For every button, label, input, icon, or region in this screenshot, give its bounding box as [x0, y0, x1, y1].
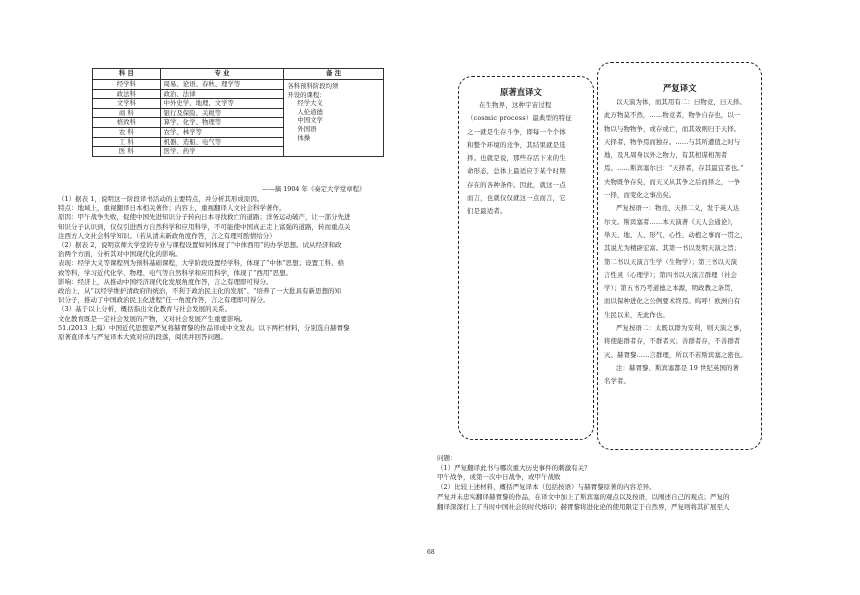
subject-cell: 格致科: [93, 118, 161, 128]
literal-translation-title: 原著直译文: [500, 87, 542, 97]
paragraph: （2）据表 2，说明京师大学堂的专业与课程设置如何体现了“中体西用”的办学思想。试从经济和政: [58, 241, 342, 250]
answer-block: [58, 195, 420, 342]
question-line: （2）比较上述材料，概括严复译本（包括按语）与赫胥黎原著的内容差异。: [437, 483, 656, 492]
text-line: 严复按语二：太既以群为安利，则天演之事，: [616, 324, 746, 333]
curriculum-table: [92, 68, 384, 157]
note-line: 各科预科阶段均须: [287, 82, 339, 90]
text-line: 名学者。: [604, 377, 630, 386]
table-header: 备 注: [284, 69, 384, 80]
text-line: 以天演为体，而其用有二：曰物竞，曰天择。: [616, 98, 746, 106]
paragraph: 特点：地域上，重视翻译日本相关著作；内容上，重视翻译人文社会科学著作。: [58, 204, 286, 213]
text-line: 尔文。斯宾塞者……本天演著《天人会通论》，: [604, 217, 738, 226]
note-line: 中国文学: [297, 116, 323, 125]
paragraph: 注西方人文社会科学知识。（若从清末新政角度作答，言之有理可酌情给分）: [58, 231, 276, 240]
literal-translation-text: [467, 99, 572, 219]
paragraph: （1）据表 1，说明这一阶段译书活动的主要特点，并分析其形成原因。: [58, 195, 264, 203]
text-line: 其说尤为精辟宏富。其第一书以发明天演之旨；: [604, 244, 741, 253]
major-cell: 银行及保险、关税等: [160, 108, 284, 118]
text-line: 和整个环境的竞争，其结果就是选: [467, 140, 566, 149]
subject-cell: 政法科: [93, 89, 161, 99]
table-header: 专 业: [160, 69, 284, 80]
note-line: 经学大义: [297, 99, 323, 108]
note-line: 人伦道德: [297, 107, 323, 116]
text-line: 存在的各种条件。因此，就这一点: [467, 180, 566, 189]
text-line: 们是最适者。: [467, 207, 507, 216]
text-line: 灭。赫胥黎……言群理，所以不若斯宾塞之密也。: [604, 350, 747, 359]
text-line: 在生物界，这种宇宙过程: [479, 101, 552, 109]
text-line: 严复按语一：物竞、天择二义，发于英人达: [616, 204, 740, 213]
text-line: 而言，也就仅仅就这一点而言，它: [467, 194, 566, 203]
note-line: 开设的课程：: [287, 90, 326, 99]
text-line: 择。也就是说，那些存活下来的生: [467, 154, 566, 163]
subject-cell: 医 科: [93, 147, 161, 157]
text-line: （cosmic process）最典型的特征: [467, 114, 572, 123]
text-line: 而以保种进化之公例要术终焉。呜呼！欧洲自有: [604, 297, 741, 306]
text-line: 天择者，物争焉而独存。……与其所遭值之时与: [604, 137, 741, 146]
paragraph: 影响：经济上，从推动中国经济现代化发展角度作答，言之有理即可得分。: [58, 277, 273, 286]
major-cell: 机器、造船、电气等: [160, 137, 284, 147]
text-line: 地，及凡周身以外之物力，有其相谋相剂者: [604, 151, 728, 160]
major-cell: 农学、林学等: [160, 127, 284, 137]
paragraph: 文化教育既是一定社会发展的产物，又对社会发展产生重要影响。: [58, 314, 247, 323]
paragraph: 51.(2013 上海）中国近代思想家严复将赫胥黎的作品译成中文发表。以下两栏材料，分别选自赫胥黎: [58, 323, 350, 332]
paragraph: （3）基于以上分析，概括指出文化教育与社会发展的关系。: [58, 305, 232, 314]
major-cell: 周易、论语、春秋、理学等: [160, 80, 284, 90]
text-line: 一择，而变化之事出矣。: [604, 191, 676, 200]
subject-cell: 农 科: [93, 127, 161, 137]
text-line: 学）；第五书乃考道德之本源，明政教之条贯，: [604, 284, 738, 293]
table-row: [93, 80, 384, 90]
major-cell: 中外史学、地理、文学等: [160, 99, 284, 109]
subject-cell: 经学科: [93, 80, 161, 90]
text-line: 将使能群者存，不群者灭；善群者存，不善群者: [604, 337, 741, 346]
paragraph: 治两个方面，分析其对中国现代化的影响。: [58, 250, 182, 259]
text-line: 第二书以天演言生学（生物学）；第三书以天演: [604, 257, 738, 266]
subject-cell: 文学科: [93, 99, 161, 109]
question-line: 严复并未忠实翻译赫胥黎的作品，在译文中加上了斯宾塞的观点以及按语，以阐述自己的观点；严复的: [437, 492, 730, 501]
question-line: 翻译深深打上了当时中国社会的时代烙印；赫胥黎将进化论的使用限定于自然界，严复则将其扩展至人: [437, 502, 730, 511]
yanfu-translation-title: 严复译文: [663, 83, 697, 93]
text-line: 命形态，总体上最适应于某个时期: [467, 167, 566, 176]
major-cell: 政治、法律: [160, 89, 284, 99]
question-line: 问题：: [437, 454, 457, 462]
major-cell: 算学、化学、物理等: [160, 118, 284, 128]
text-line: 言性灵（心理学）；第四书以天演言群理（社会: [604, 270, 738, 279]
paragraph: 识分子，推动了中国政治民主化进程”任一角度作答，言之有理即可得分。: [58, 296, 270, 305]
text-line: 此万物莫不然，……物竞者，物争自存也，以一: [604, 111, 741, 120]
page-number: 68: [427, 549, 435, 556]
subject-cell: 工 科: [93, 137, 161, 147]
text-line: 注：赫胥黎、斯宾塞都是 19 世纪英国的著: [616, 363, 739, 372]
note-line: 外国语: [297, 124, 317, 133]
yanfu-translation-text: [604, 96, 747, 389]
text-line: 生民以来，无此作也。: [604, 310, 669, 319]
questions-block: [437, 454, 827, 512]
paragraph: 表现：经学大义等课程列为预科基础课程，大学阶段设置经学科，体现了“中体”思想；设置工科、格: [58, 259, 345, 268]
major-cell: 医学、药学: [160, 147, 284, 157]
table-source: ——摘 1904 年《奏定大学堂章程》: [262, 185, 366, 193]
paragraph: 知识分子认识到，仅仅引进西方自然科学和应用科学，不可能使中国真正走上富强的道路，转而重点关: [58, 222, 351, 231]
paragraph: 致等科，学习近代化学、物理、电气等自然科学和应用科学，体现了“西用”思想。: [58, 268, 293, 277]
subject-cell: 商 科: [93, 108, 161, 118]
note-line: 体操: [297, 133, 311, 142]
paragraph: 政治上，从“以经学维护清政府的统治，不利于政治民主化的发展”、“培养了一大批具有新思想的知: [58, 287, 341, 296]
question-line: 甲午战争，或第一次中日战争，或甲午战败: [437, 473, 561, 482]
question-line: （1）严复翻译此书与哪次重大历史事件的刺激有关？: [437, 463, 591, 472]
text-line: 之一就是生存斗争，即每一个个体: [467, 127, 566, 136]
paragraph: 原因：甲午战争失败，促使中国先进知识分子转向日本寻找救亡的道路；洋务运动破产，让一部分先进: [58, 213, 351, 222]
paragraph: 原著直译本与严复译本大致对应的段落，阅读并回答问题。: [58, 333, 227, 342]
text-line: 举天、地、人、形气、心性、动植之事而一贯之，: [604, 230, 747, 239]
table-header: 科 目: [93, 69, 161, 80]
text-line: 焉。……斯宾塞尔曰：“天择者，存其最宜者也。”: [604, 164, 744, 173]
notes-cell: [284, 80, 384, 157]
text-line: 夫物既争存矣，而天又从其争之后而择之，一争: [604, 177, 741, 186]
text-line: 物以与物物争，或存或亡，而其效则归于天择。: [604, 124, 741, 133]
